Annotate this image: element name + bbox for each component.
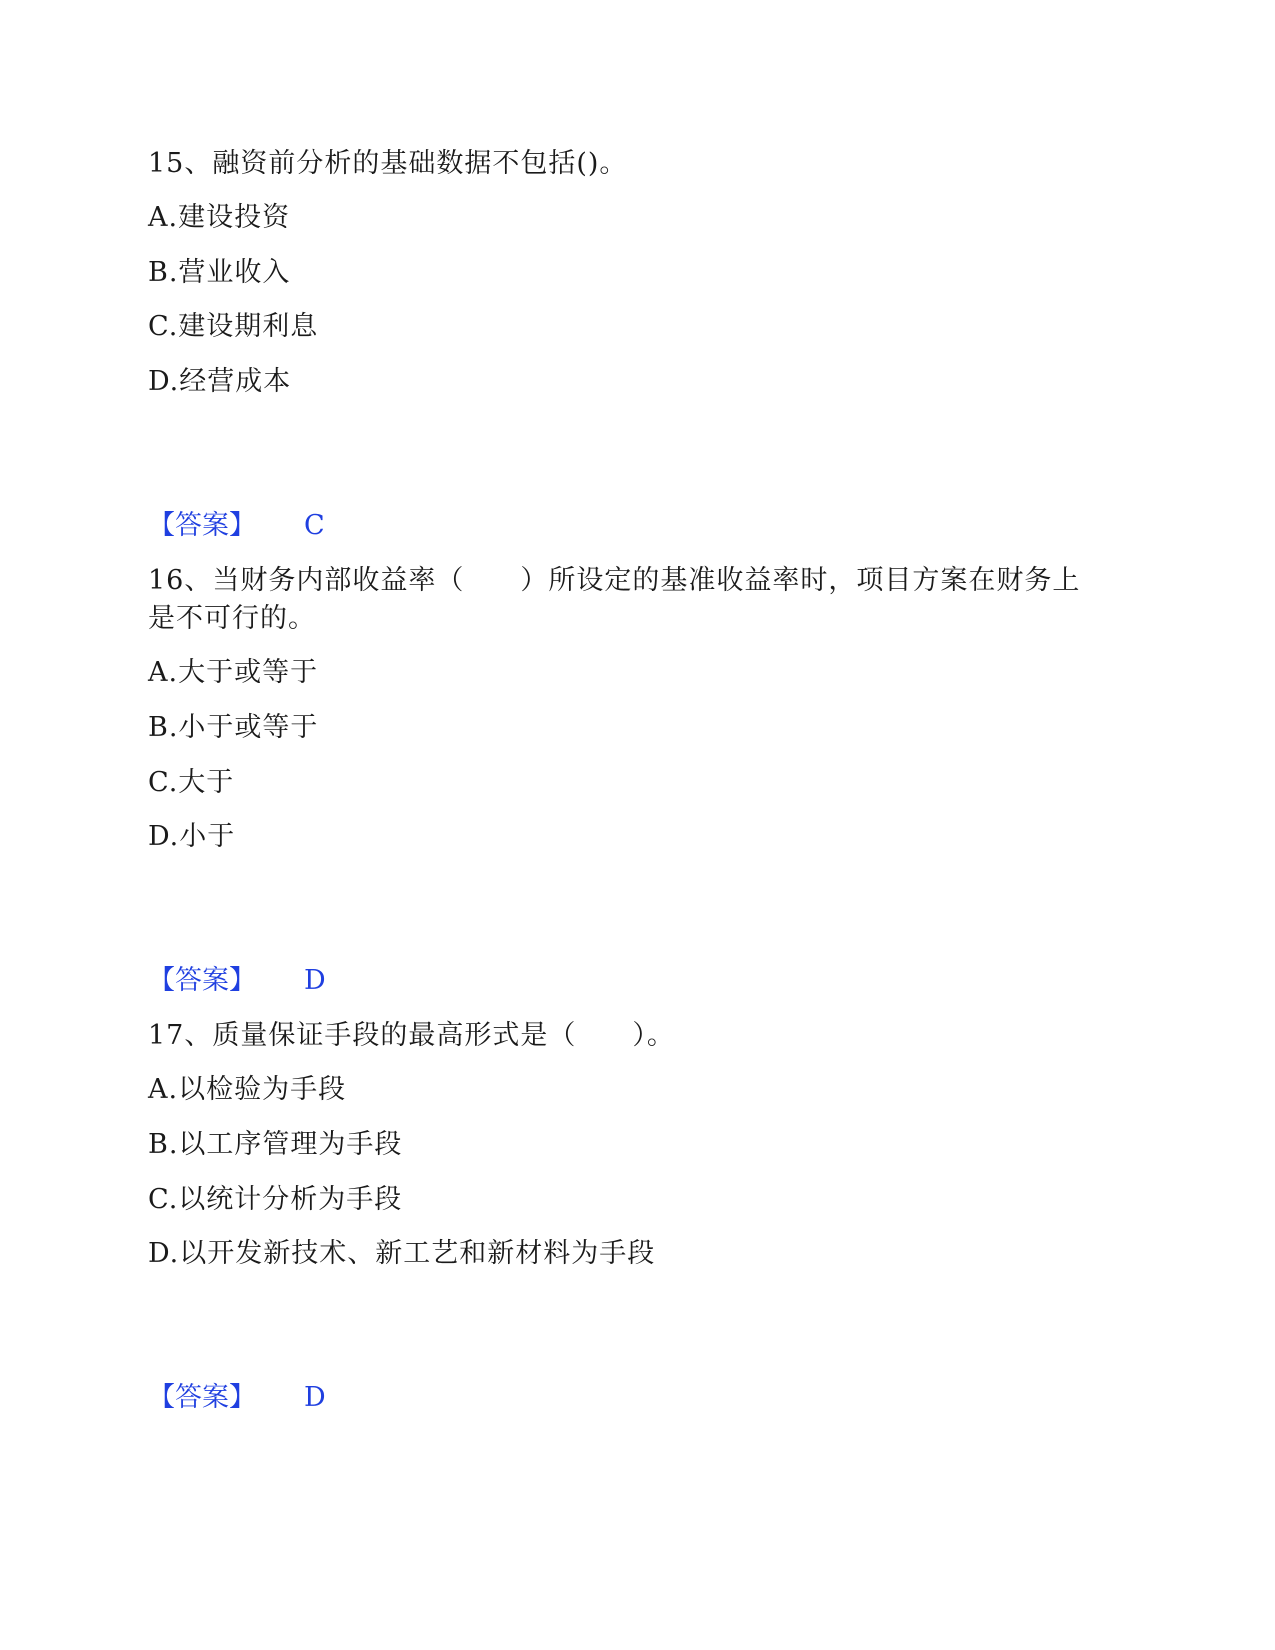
answer-value: C: [304, 510, 325, 541]
question-15-option-a: A.建设投资: [148, 202, 291, 233]
question-17-option-a: A.以检验为手段: [148, 1074, 347, 1105]
question-17-option-c: C.以统计分析为手段: [148, 1184, 403, 1215]
question-15-option-b: B.营业收入: [148, 257, 291, 288]
question-15-option-c: C.建设期利息: [148, 311, 319, 342]
question-16-stem-line-1: 16、当财务内部收益率（ ）所设定的基准收益率时，项目方案在财务上: [148, 565, 1081, 596]
question-15-answer: [148, 506, 325, 546]
question-16-option-a: A.大于或等于: [148, 657, 319, 688]
answer-label: 【答案】: [148, 1382, 256, 1413]
answer-label: 【答案】: [148, 965, 256, 996]
question-16-option-c: C.大于: [148, 767, 235, 798]
answer-value: D: [304, 1382, 326, 1413]
question-17-option-d: D.以开发新技术、新工艺和新材料为手段: [148, 1238, 656, 1269]
question-16-answer: [148, 961, 326, 1001]
question-15-option-d: D.经营成本: [148, 366, 292, 397]
question-16-option-d: D.小于: [148, 821, 236, 852]
question-16-stem-line-2: 是不可行的。: [148, 603, 316, 634]
question-15-stem: 15、融资前分析的基础数据不包括()。: [148, 148, 628, 179]
answer-label: 【答案】: [148, 510, 256, 541]
question-17-answer: [148, 1378, 326, 1418]
question-16-option-b: B.小于或等于: [148, 712, 319, 743]
question-17-option-b: B.以工序管理为手段: [148, 1129, 403, 1160]
question-17-stem: 17、质量保证手段的最高形式是（ ）。: [148, 1020, 675, 1051]
answer-value: D: [304, 965, 326, 996]
